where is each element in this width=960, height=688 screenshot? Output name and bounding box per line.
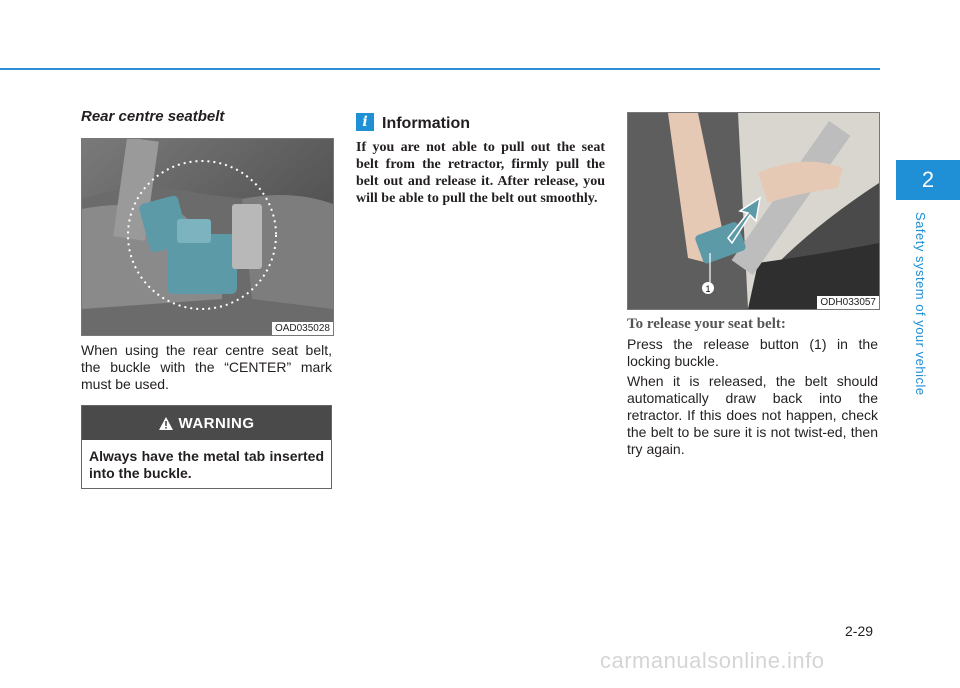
figure-code: OAD035028 [272, 322, 333, 335]
section-heading: Rear centre seatbelt [81, 108, 225, 125]
info-text: If you are not able to pull out the seat belt from the retractor, firmly pull the belt out and release it. After release, you will be able to pull the belt out smoothly. [356, 140, 605, 206]
page-number: 2-29 [845, 623, 874, 639]
paragraph-release-button: Press the release button (1) in the locking buckle. [627, 336, 878, 369]
callout-number: 1 [705, 284, 711, 294]
info-heading: Information [382, 115, 470, 132]
body-paragraph: When using the rear centre seat belt, the buckle with the “CENTER” mark must be used. [81, 342, 332, 392]
rear-centre-buckle-photo [81, 138, 334, 336]
warning-triangle-icon [159, 417, 173, 430]
warning-text: Always have the metal tab inserted into the buckle. [89, 448, 324, 481]
warning-header [82, 406, 331, 440]
figure-code-2: ODH033057 [817, 296, 879, 309]
release-illustration [628, 113, 879, 309]
info-icon: i [356, 113, 374, 131]
header-rule [0, 68, 880, 70]
warning-box [81, 405, 332, 489]
watermark: carmanualsonline.info [600, 648, 825, 673]
paragraph-release-explain: When it is released, the belt should automatically draw back into the retractor. If this does not happen, check the belt to be sure it is not twist-ed, then try again. [627, 373, 878, 457]
buckle-illustration [82, 139, 333, 335]
release-button-photo [627, 112, 880, 310]
chapter-number-tab: 2 [896, 160, 960, 200]
chapter-title: Safety system of your vehicle [913, 212, 928, 396]
warning-title: WARNING [178, 414, 255, 432]
subheading: To release your seat belt: [627, 316, 786, 332]
